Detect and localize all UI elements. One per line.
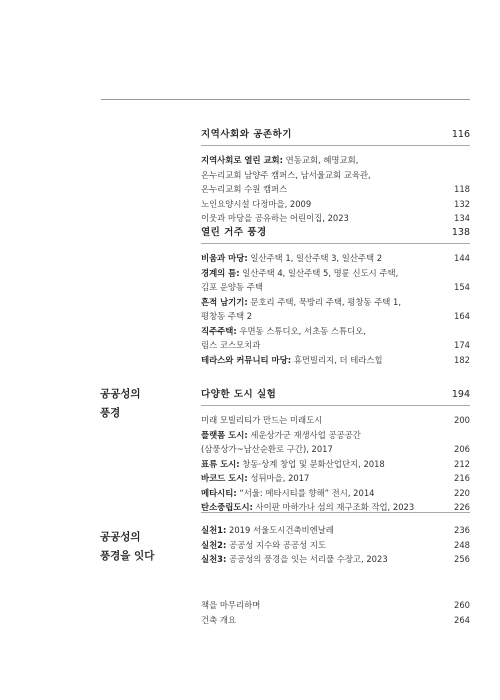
entry-heading: 플랫폼 도시:: [201, 429, 248, 440]
section-community: [201, 126, 470, 226]
section-title: 열린 거주 풍경: [201, 227, 267, 238]
entry-text: 미래 모빌리티가 만드는 미래도시: [201, 415, 323, 425]
entry-text: 연동교회, 혜명교회,: [283, 155, 359, 165]
section-urban-experiments: [201, 386, 470, 515]
part-label-2: [100, 528, 190, 566]
section-title-row[interactable]: [201, 224, 470, 242]
part-label-line: 공공성의: [100, 531, 141, 543]
section-title: 지역사회와 공존하기: [201, 129, 292, 140]
entry-page: 154: [454, 282, 470, 292]
entry-page: 144: [454, 253, 470, 263]
entry-page: 164: [454, 311, 470, 321]
entry-text: 일산주택 4, 일산주택 5, 명륜 신도시 주택,: [239, 267, 399, 278]
toc-entry[interactable]: [201, 197, 470, 212]
toc-entry[interactable]: [201, 153, 470, 197]
top-divider: [101, 99, 470, 100]
entry-page: 260: [454, 600, 470, 610]
entry-text: 이웃과 마당을 공유하는 어린이집, 2023: [201, 213, 349, 223]
toc-entry[interactable]: [201, 266, 470, 295]
toc-entry[interactable]: [201, 552, 470, 567]
section-title: 다양한 도시 실험: [201, 389, 277, 400]
entry-text: (삼풍상가~남산순환로 구간), 2017: [201, 444, 333, 454]
entry-text: 건축 개요: [201, 614, 237, 625]
section-divider: [201, 243, 470, 244]
part-label-line: 공공성의: [100, 388, 141, 400]
section-divider: [201, 405, 470, 406]
entry-text: 김포 운양동 주택: [201, 282, 263, 292]
entry-heading: 직주주택:: [201, 325, 237, 336]
entry-text: 공공성의 풍경을 잇는 서리풀 수장고, 2023: [226, 554, 388, 564]
entry-heading: 메타시티:: [201, 487, 237, 498]
entry-heading: 테라스와 커뮤니티 마당:: [201, 354, 292, 365]
entry-heading: 경계의 틈:: [201, 267, 240, 278]
entry-text: 사이판 마하가나 섬의 재구조화 작업, 2023: [252, 502, 415, 512]
section-divider: [201, 512, 470, 513]
toc-entry[interactable]: [201, 353, 470, 368]
entry-text: 우면동 스튜디오, 서초동 스튜디오,: [236, 325, 366, 336]
entry-text: 2019 서울도시건축비엔날레: [226, 525, 334, 535]
toc-entry[interactable]: [201, 295, 470, 324]
section-title-row[interactable]: [201, 386, 470, 404]
section-page: 194: [451, 389, 470, 400]
entry-heading: 지역사회로 열린 교회:: [201, 155, 283, 165]
section-housing: [201, 224, 470, 367]
entry-page: 206: [454, 444, 470, 454]
part-label-line: 풍경: [100, 407, 121, 419]
entry-page: 226: [454, 502, 470, 512]
entry-page: 118: [454, 184, 470, 194]
entry-text: 평창동 주택 2: [201, 311, 253, 321]
toc-entry[interactable]: [201, 613, 470, 628]
section-title-row[interactable]: [201, 126, 470, 144]
entry-heading: 탄소중립도시:: [201, 502, 253, 512]
entry-text: 휴먼빌리지, 더 테라스힐: [291, 354, 383, 365]
entry-page: 200: [454, 415, 470, 425]
entry-text: 책을 마무리하며: [201, 600, 261, 610]
entry-text: 공공성 지수와 공공성 지도: [226, 539, 327, 550]
part-label-1: [100, 385, 190, 423]
toc-entry[interactable]: [201, 413, 470, 428]
entry-page: 236: [454, 525, 470, 535]
entry-text: 창동·상계 창업 및 문화산업단지, 2018: [239, 458, 385, 469]
entry-page: 264: [454, 614, 470, 625]
toc-entry[interactable]: [201, 598, 470, 613]
entry-text: 일산주택 1, 일산주택 3, 일산주택 2: [247, 253, 383, 263]
entry-text: 성뒤마을, 2017: [247, 473, 310, 483]
entry-page: 132: [454, 198, 470, 209]
toc-entry[interactable]: [201, 471, 470, 486]
toc-entry[interactable]: [201, 251, 470, 266]
entry-heading: 바코드 도시:: [201, 473, 248, 483]
entry-heading: 실천1:: [201, 525, 227, 535]
section-divider: [201, 145, 470, 146]
part-label-line: 풍경을 잇다: [100, 550, 155, 562]
entry-heading: 실천2:: [201, 539, 227, 550]
entry-page: 220: [454, 487, 470, 498]
toc-entry[interactable]: [201, 538, 470, 553]
entry-page: 174: [454, 340, 470, 350]
entry-text: 노인요양시설 다정마을, 2009: [201, 198, 312, 209]
entry-page: 134: [454, 213, 470, 223]
entry-text: 세운상가군 재생사업 공공공간: [247, 429, 361, 440]
entry-heading: 실천3:: [201, 554, 227, 564]
appendix: [201, 598, 470, 627]
entry-page: 256: [454, 554, 470, 564]
entry-text: 온누리교회 수원 캠퍼스: [201, 184, 288, 194]
entry-page: 216: [454, 473, 470, 483]
entry-heading: 표류 도시:: [201, 458, 240, 469]
entry-text: “서울: 메타시티를 향해” 전시, 2014: [236, 487, 375, 498]
toc-entry[interactable]: [201, 324, 470, 353]
entry-text: 문호리 주택, 묵방리 주택, 평창동 주택 1,: [247, 296, 402, 307]
entry-heading: 비움과 마당:: [201, 253, 248, 263]
section-page: 138: [451, 227, 470, 238]
section-page: 116: [451, 129, 470, 140]
entry-text: 온누리교회 남양주 캠퍼스, 남서울교회 교육관,: [201, 169, 371, 180]
toc-entry[interactable]: [201, 428, 470, 457]
entry-text: 림스 코스모치과: [201, 340, 261, 350]
entry-page: 182: [454, 354, 470, 365]
toc-entry[interactable]: [201, 523, 470, 538]
toc-entry[interactable]: [201, 486, 470, 501]
entry-page: 248: [454, 539, 470, 550]
section-practices: [201, 512, 470, 567]
entry-heading: 흔적 남기기:: [201, 296, 248, 307]
toc-entry[interactable]: [201, 457, 470, 472]
entry-page: 212: [454, 458, 470, 469]
